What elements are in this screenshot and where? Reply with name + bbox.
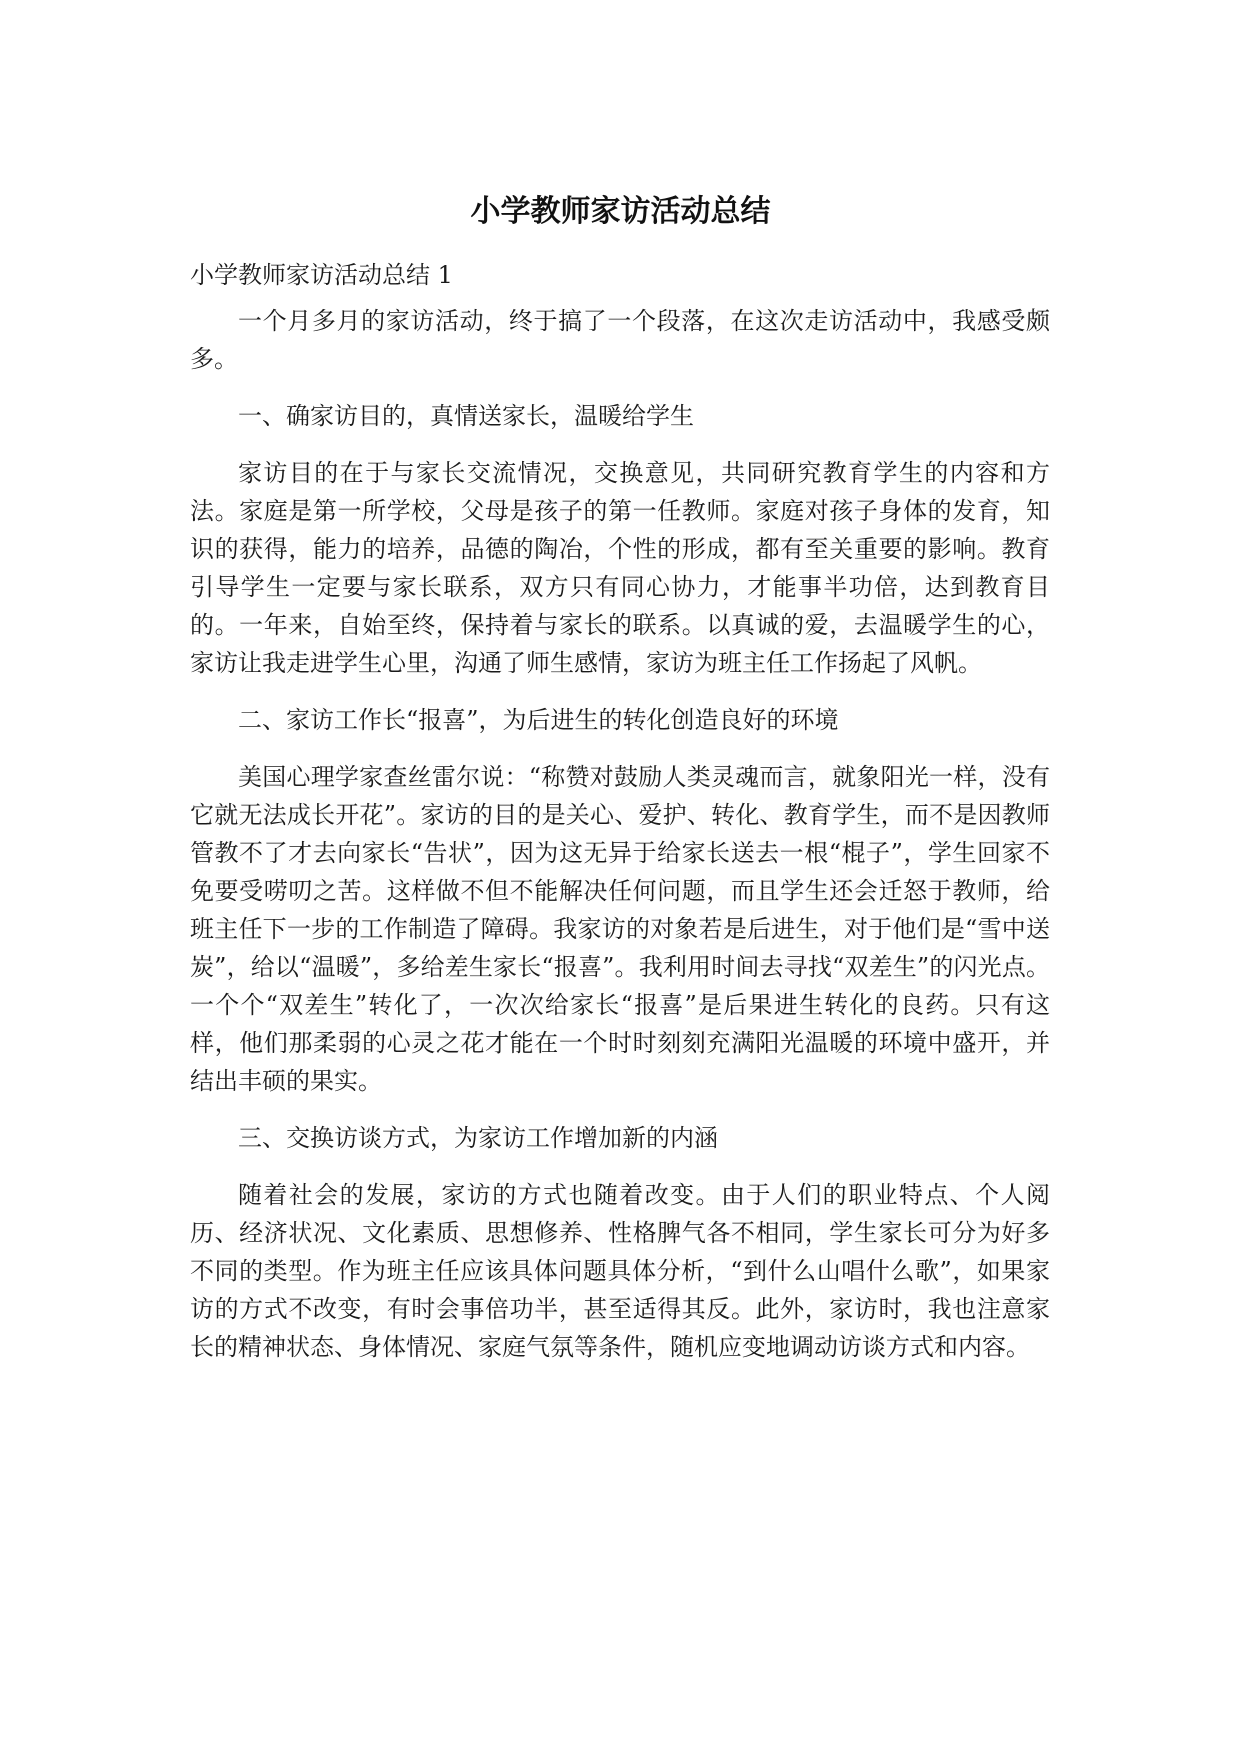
section-heading-1: 一、确家访目的，真情送家长，温暖给学生 [238,402,694,430]
document-title: 小学教师家访活动总结 [470,194,771,229]
section-subtitle: 小学教师家访活动总结 1 [190,261,453,289]
body-paragraph-1: 家访目的在于与家长交流情况，交换意见，共同研究教育学生的内容和方法。家庭是第一所学校，父母是孩子的第一任教师。家庭对孩子身体的发育，知识的获得，能力的培养，品德的陶冶，个性的形成，都有至关重要的影响。教育引导学生一定要与家长联系，双方只有同心协力，才能事半功倍，达到教育目的。一年来，自始至终，保持着与家长的联系。以真诚的爱，去温暖学生的心，家访让我走进学生心里，沟通了师生感情，家访为班主任工作扬起了风帆。 [190,459,1050,677]
body-paragraph-2: 美国心理学家查丝雷尔说：“称赞对鼓励人类灵魂而言，就象阳光一样，没有它就无法成长开花”。家访的目的是关心、爱护、转化、教育学生，而不是因教师管教不了才去向家长“告状”，因为这无异于给家长送去一根“棍子”，学生回家不免要受唠叨之苦。这样做不但不能解决任何问题，而且学生还会迁怒于教师，给班主任下一步的工作制造了障碍。我家访的对象若是后进生，对于他们是“雪中送炭”，给以“温暖”，多给差生家长“报喜”。我利用时间去寻找“双差生”的闪光点。一个个“双差生”转化了，一次次给家长“报喜”是后果进生转化的良药。只有这样，他们那柔弱的心灵之花才能在一个时时刻刻充满阳光温暖的环境中盛开，并结出丰硕的果实。 [190,763,1050,1095]
document-body [190,256,1050,1385]
section-heading-2: 二、家访工作长“报喜”，为后进生的转化创造良好的环境 [238,706,839,734]
intro-paragraph: 一个月多月的家访活动，终于搞了一个段落，在这次走访活动中，我感受颇多。 [190,307,1050,373]
section-heading-3: 三、交换访谈方式，为家访工作增加新的内涵 [238,1124,718,1152]
body-paragraph-3: 随着社会的发展，家访的方式也随着改变。由于人们的职业特点、个人阅历、经济状况、文化素质、思想修养、性格脾气各不相同，学生家长可分为好多不同的类型。作为班主任应该具体问题具体分析，“到什么山唱什么歌”，如果家访的方式不改变，有时会事倍功半，甚至适得其反。此外，家访时，我也注意家长的精神状态、身体情况、家庭气氛等条件，随机应变地调动访谈方式和内容。 [190,1181,1050,1361]
